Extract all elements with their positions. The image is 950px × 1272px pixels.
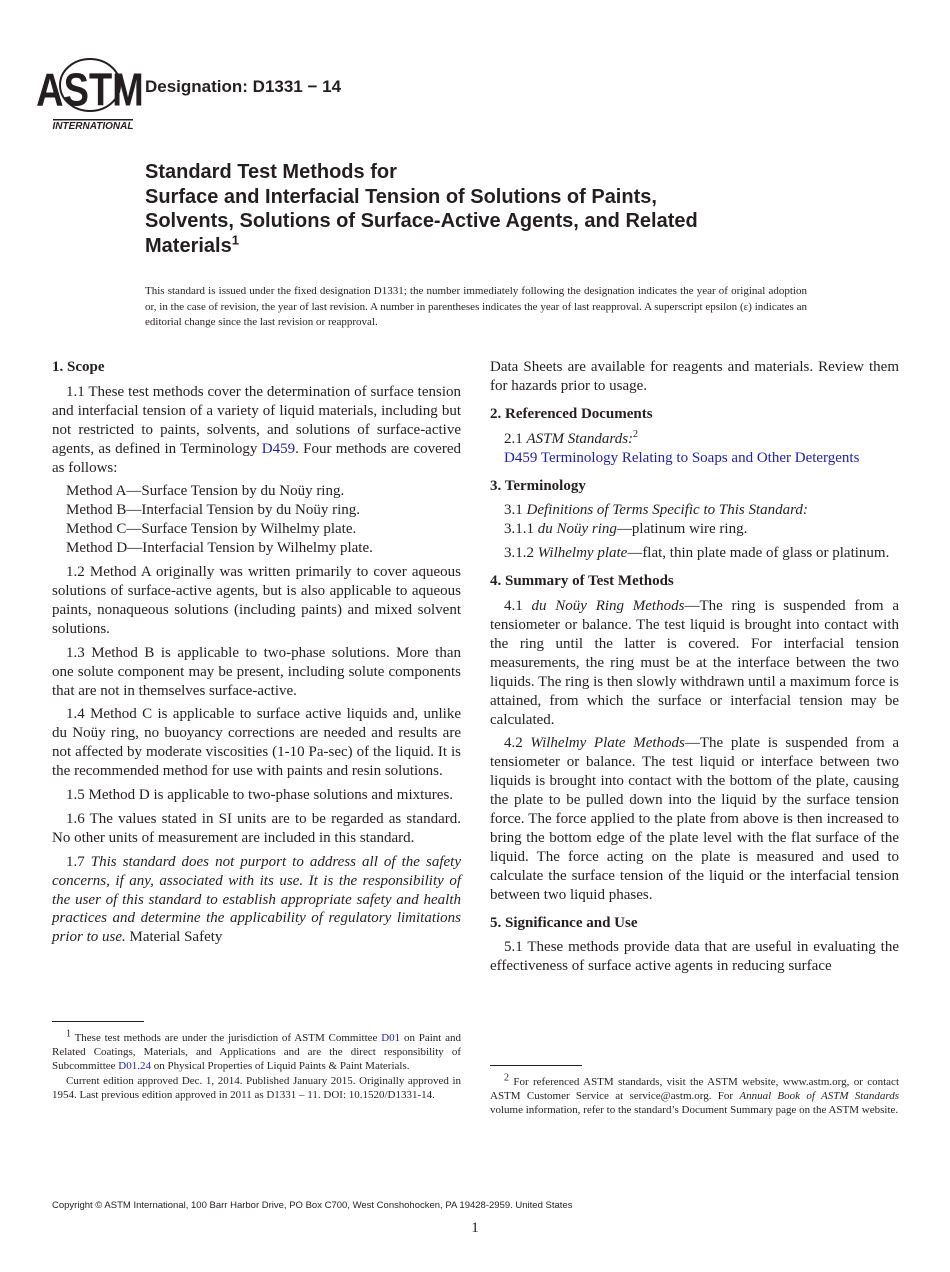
- text-run: on Physical Properties of Liquid Paints & Paint Materials.: [151, 1060, 410, 1073]
- text-run: du Noüy ring: [537, 521, 617, 538]
- paragraph: [52, 853, 461, 948]
- text-run: —platinum wire ring.: [616, 521, 748, 538]
- text-run: Annual Book of ASTM Standards: [739, 1090, 899, 1103]
- text-run: Current edition approved Dec. 1, 2014. Published January 2015. Originally approved in 1954. Last previous edition approved in 2011 as D1331 – 11. DOI: 10.1520/D1331-14.: [52, 1074, 461, 1101]
- text-run: Method B—Interfacial Tension by du Noüy ring.: [66, 502, 361, 519]
- text-run: on Paint and Related Coatings, Materials, and Applications and are the direct responsibility of Subcommittee: [52, 1032, 462, 1073]
- text-run: . Four methods are covered as follows:: [52, 440, 461, 476]
- text-run: 4.1: [504, 598, 532, 615]
- svg-text:ASTM: ASTM: [36, 64, 144, 116]
- paragraph: [52, 786, 461, 805]
- footnote-ref[interactable]: 1: [231, 231, 239, 247]
- svg-text:INTERNATIONAL: INTERNATIONAL: [52, 121, 134, 132]
- text-run: Method A—Surface Tension by du Noüy ring.: [66, 483, 345, 500]
- document-link[interactable]: Terminology Relating to Soaps and Other Detergents: [537, 449, 860, 466]
- list-line: [52, 539, 461, 558]
- section-heading: [490, 914, 899, 933]
- paragraph: [52, 563, 461, 639]
- left-column: [52, 358, 461, 952]
- text-run: This standard does not purport to address all of the safety concerns, if any, associated with its use. It is the responsibility of the user of this standard to establish appropriate safety and health practices and determine the applicability of regulatory limitations prior to use.: [52, 853, 461, 946]
- page-number: 1: [471, 1220, 479, 1236]
- footnote-ref[interactable]: 1: [66, 1028, 71, 1040]
- right-column: [490, 358, 899, 981]
- copyright: Copyright © ASTM International, 100 Barr Harbor Drive, PO Box C700, West Conshohocken, PA 19428-2959. United States: [52, 1200, 573, 1211]
- document-link[interactable]: D459: [261, 440, 296, 457]
- text-run: 4. Summary of Test Methods: [490, 573, 674, 590]
- footnote-ref[interactable]: 2: [504, 1072, 509, 1084]
- text-run: du Noüy Ring Methods: [531, 598, 685, 615]
- paragraph: [490, 544, 899, 563]
- text-run: 1. Scope: [52, 359, 105, 375]
- text-run: 5. Significance and Use: [490, 914, 638, 931]
- footnote-rule: [490, 1065, 582, 1066]
- title-line: Materials: [145, 234, 232, 257]
- document-link[interactable]: D459: [504, 449, 538, 466]
- text-run: Wilhelmy plate: [537, 545, 628, 562]
- text-run: Data Sheets are available for reagents and materials. Review them for hazards prior to usage.: [490, 359, 899, 394]
- text-run: Method D—Interfacial Tension by Wilhelmy plate.: [66, 540, 373, 557]
- text-run: 2. Referenced Documents: [490, 405, 653, 422]
- footnote: [52, 1074, 461, 1102]
- text-run: 1.6 The values stated in SI units are to be regarded as standard. No other units of measurement are included in this standard.: [52, 810, 461, 846]
- section-heading: [52, 358, 461, 377]
- text-run: Definitions of Terms Specific to This Standard:: [526, 502, 808, 519]
- list-line: [490, 520, 899, 539]
- preamble: This standard is issued under the fixed designation D1331; the number immediately following the designation indicates the year of original adoption or, in the case of revision, the year of last revision. A number in parentheses indicates the year of last reapproval. A superscript epsilon (ε) indicates an editorial change since the last revision or reapproval.: [145, 285, 807, 328]
- text-run: volume information, refer to the standard’s Document Summary page on the ASTM website.: [490, 1104, 899, 1117]
- text-run: 3.1: [504, 502, 527, 519]
- text-run: 5.1 These methods provide data that are useful in evaluating the effectiveness of surface active agents in reducing surface: [490, 939, 899, 975]
- footnote: [490, 1072, 899, 1118]
- text-run: —flat, thin plate made of glass or platinum.: [627, 545, 890, 562]
- paragraph: [52, 644, 461, 701]
- text-run: 1.4 Method C is applicable to surface active liquids and, unlike du Noüy ring, no buoyancy corrections are needed and results are not affected by moderate viscosities (1-10 Pa-sec) of the liquid. It is the recommended method for use with paints and resin solutions.: [52, 706, 461, 780]
- text-run: For referenced ASTM standards, visit the ASTM website, www.astm.org, or contact ASTM Customer Service at service@astm.org. For: [490, 1076, 899, 1103]
- text-run: These test methods are under the jurisdiction of ASTM Committee: [71, 1032, 382, 1044]
- paragraph: [490, 597, 899, 729]
- footnote-rule: [52, 1021, 144, 1022]
- paragraph: [52, 705, 461, 781]
- list-line: [490, 501, 899, 520]
- text-run: 4.2: [504, 735, 531, 752]
- section-heading: [490, 405, 899, 424]
- text-run: Method C—Surface Tension by Wilhelmy plate.: [66, 521, 357, 538]
- text-run: ASTM Standards:: [526, 430, 634, 447]
- text-run: 3. Terminology: [490, 477, 586, 494]
- paragraph: [52, 383, 461, 478]
- text-run: Material Safety: [125, 929, 223, 946]
- title-line: Solvents, Solutions of Surface-Active Agents, and Related: [145, 210, 698, 232]
- text-run: Wilhelmy Plate Methods: [530, 735, 685, 752]
- text-run: 2.1: [504, 430, 527, 447]
- text-run: 3.1.1: [504, 521, 538, 538]
- text-run: 1.2 Method A originally was written primarily to cover aqueous solutions of surface-active agents, but is also applicable to aqueous paints, nonaqueous solutions (including paints) and mixed solvent solutions.: [52, 564, 461, 637]
- footnotes-left: [52, 1028, 462, 1102]
- title-line: Surface and Interfacial Tension of Solutions of Paints,: [145, 185, 657, 208]
- list-line: [490, 449, 899, 468]
- footnote: [52, 1028, 462, 1074]
- designation: Designation: D1331 − 14: [145, 77, 342, 96]
- document-title: [145, 160, 845, 258]
- title-line: Standard Test Methods for: [145, 161, 397, 183]
- paragraph: [490, 358, 899, 396]
- text-run: 3.1.2: [504, 545, 538, 562]
- astm-logo: [36, 55, 144, 133]
- document-link[interactable]: D01: [381, 1032, 401, 1044]
- section-heading: [490, 477, 899, 496]
- text-run: —The ring is suspended from a tensiometer or balance. The test liquid is brought into contact with the ring until the latter is covered. For interfacial tension measurements, the ring must be at the interface between the two liquids. The ring is then slowly withdrawn until a maximum force is attained, from which the surface or interfacial tension may be calculated.: [490, 598, 900, 728]
- paragraph: [52, 810, 461, 848]
- paragraph: [490, 938, 899, 976]
- list-line: [490, 430, 899, 449]
- text-run: 1.1 These test methods cover the determination of surface tension and interfacial tension of a variety of liquid materials, including but not restricted to paints, solvents, and solutions of surface-active agents, as defined in Terminology: [52, 383, 461, 457]
- text-run: 1.7: [66, 853, 91, 870]
- text-run: —The plate is suspended from a tensiometer or balance. The test liquid or interface between two liquids is brought into contact with the bottom of the plate, causing the plate to be pulled down into the liquid by the surface tension force. The force applied to the plate from above is then increased to bring the bottom edge of the plate level with the flat surface of the liquid. The force acting on the plate is measured and used to calculate the surface tension of the liquid or the interfacial tension between two liquid phases.: [490, 735, 900, 903]
- text-run: 1.5 Method D is applicable to two-phase solutions and mixtures.: [66, 787, 454, 804]
- list-line: [52, 482, 461, 501]
- section-heading: [490, 572, 899, 591]
- text-run: 1.3 Method B is applicable to two-phase solutions. More than one solute component may be present, including solute components that are not in themselves surface-active.: [52, 644, 461, 699]
- list-line: [52, 520, 461, 539]
- footnote-ref[interactable]: 2: [633, 428, 639, 440]
- list-line: [52, 501, 461, 520]
- document-link[interactable]: D01.24: [118, 1060, 151, 1073]
- paragraph: [490, 734, 899, 904]
- footnotes-right: [490, 1072, 899, 1118]
